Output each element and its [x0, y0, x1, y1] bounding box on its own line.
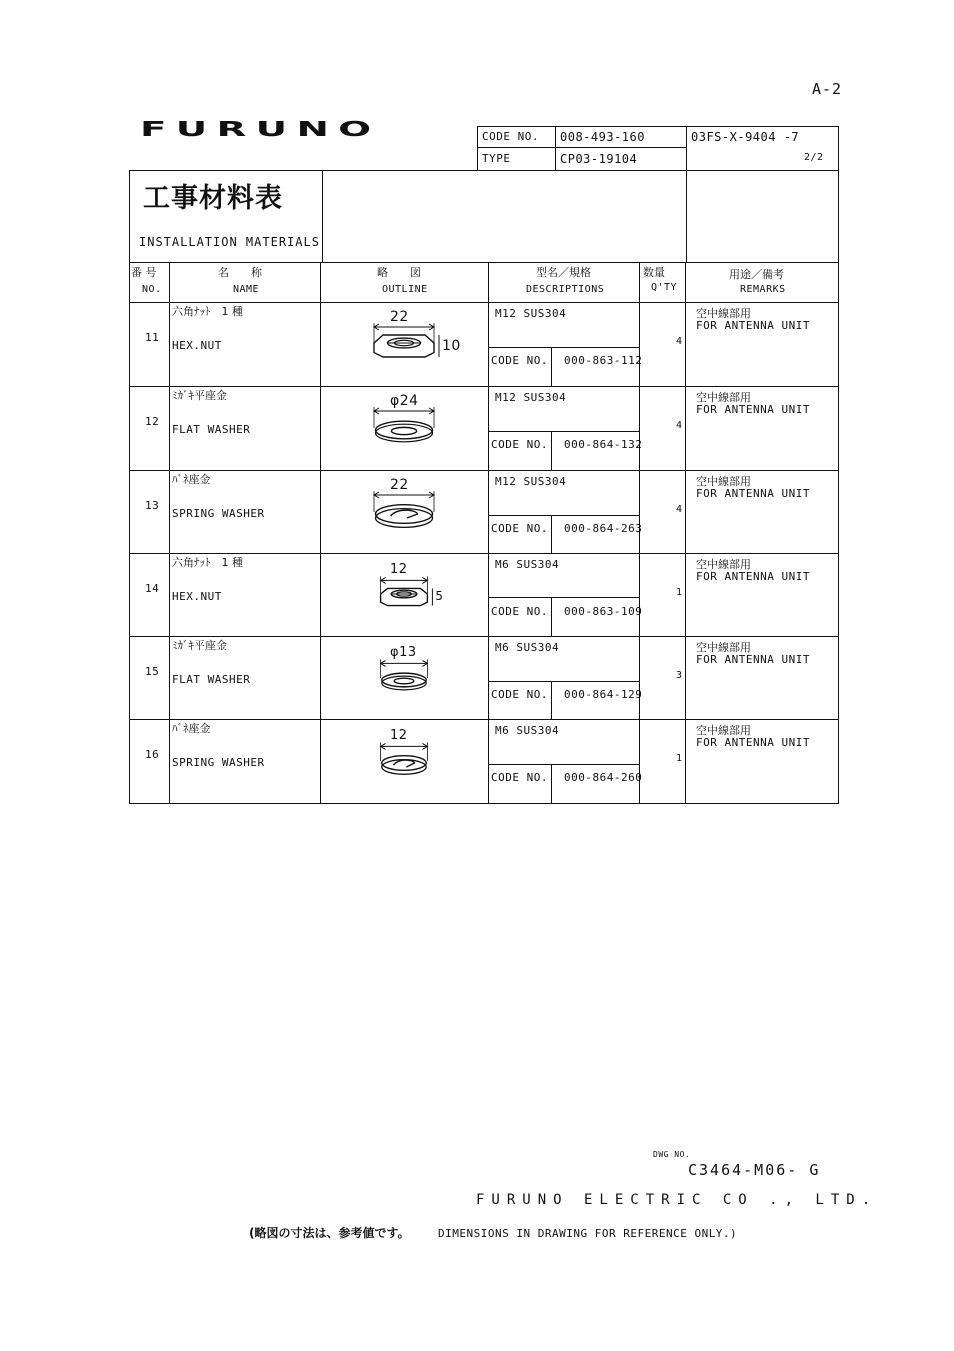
header-type-label: TYPE: [482, 152, 511, 165]
row-name-jp: ﾊﾞﾈ座金: [172, 722, 211, 735]
row-qty: 4: [676, 504, 683, 515]
row-name-en: SPRING WASHER: [172, 507, 265, 520]
page-title-en: INSTALLATION MATERIALS: [139, 235, 320, 249]
reference-note: [249, 1224, 737, 1241]
row-name-en: HEX.NUT: [172, 339, 222, 352]
row-qty: 3: [676, 670, 683, 681]
row-name-jp: 六角ﾅｯﾄ 1 種: [172, 305, 243, 318]
outline-dimension: 22: [390, 309, 409, 325]
row-code-no: 000-864-129: [564, 688, 643, 701]
row-description: M12 SUS304: [495, 391, 567, 404]
row-code-no: 000-863-112: [564, 354, 643, 367]
row-name-jp: ﾊﾞﾈ座金: [172, 473, 211, 486]
header-doc-ref: 03FS-X-9404 -7: [691, 130, 800, 144]
row-name-en: FLAT WASHER: [172, 673, 251, 686]
header-type-value: CP03-19104: [560, 152, 638, 166]
row-code-label: CODE NO.: [491, 354, 548, 367]
row-remarks-en: FOR ANTENNA UNIT: [696, 319, 810, 332]
col-desc-en: DESCRIPTIONS: [526, 284, 605, 295]
row-remarks-en: FOR ANTENNA UNIT: [696, 487, 810, 500]
col-name-en: NAME: [233, 284, 260, 295]
col-name-jp: 名 称: [218, 266, 262, 279]
row-description: M6 SUS304: [495, 724, 560, 737]
reference-note-en: DIMENSIONS IN DRAWING FOR REFERENCE ONLY.): [438, 1227, 738, 1240]
row-code-label: CODE NO.: [491, 771, 548, 784]
col-remarks-en: REMARKS: [740, 284, 786, 295]
row-description: M6 SUS304: [495, 641, 560, 654]
row-name-jp: ﾐｶﾞｷ平座金: [172, 639, 227, 652]
row-code-label: CODE NO.: [491, 522, 548, 535]
row-remarks-en: FOR ANTENNA UNIT: [696, 403, 810, 416]
row-remarks-jp: 空中線部用: [696, 475, 751, 488]
furuno-logo: FURUNO: [140, 117, 381, 141]
row-no: 16: [145, 748, 160, 761]
dwg-no: C3464-M06- G: [688, 1161, 821, 1179]
row-no: 15: [145, 665, 160, 678]
col-desc-jp: 型名／規格: [536, 266, 591, 279]
row-name-jp: 六角ﾅｯﾄ 1 種: [172, 556, 243, 569]
row-qty: 1: [676, 753, 683, 764]
outline-thickness: 5: [435, 589, 444, 603]
row-code-label: CODE NO.: [491, 688, 548, 701]
row-code-label: CODE NO.: [491, 605, 548, 618]
row-code-no: 000-864-263: [564, 522, 643, 535]
col-no-en: NO.: [142, 284, 162, 295]
page-id: A-2: [812, 80, 843, 98]
row-name-en: FLAT WASHER: [172, 423, 251, 436]
outline-thickness: 10: [442, 338, 461, 354]
outline-dimension: φ13: [390, 645, 417, 661]
row-remarks-jp: 空中線部用: [696, 391, 751, 404]
row-remarks-en: FOR ANTENNA UNIT: [696, 570, 810, 583]
row-name-en: HEX.NUT: [172, 590, 222, 603]
outline-dimension: φ24: [390, 393, 419, 409]
row-name-en: SPRING WASHER: [172, 756, 265, 769]
dwg-no-label: DWG NO.: [653, 1150, 691, 1159]
row-code-no: 000-864-132: [564, 438, 643, 451]
row-code-label: CODE NO.: [491, 438, 548, 451]
row-no: 11: [145, 331, 160, 344]
row-no: 13: [145, 499, 160, 512]
row-remarks-en: FOR ANTENNA UNIT: [696, 653, 810, 666]
row-qty: 1: [676, 587, 683, 598]
header-code-label: CODE NO.: [482, 130, 539, 143]
col-qty-en: Q'TY: [651, 282, 678, 293]
header-code-value: 008-493-160: [560, 130, 645, 144]
page-title-jp: 工事材料表: [143, 183, 283, 214]
row-description: M12 SUS304: [495, 475, 567, 488]
row-name-jp: ﾐｶﾞｷ平座金: [172, 389, 227, 402]
outline-dimension: 12: [390, 562, 408, 578]
col-outline-en: OUTLINE: [382, 284, 428, 295]
col-qty-jp: 数量: [643, 266, 665, 279]
row-code-no: 000-863-109: [564, 605, 643, 618]
reference-note-jp: (略図の寸法は、参考値です。: [249, 1226, 410, 1240]
row-code-no: 000-864-260: [564, 771, 643, 784]
row-description: M6 SUS304: [495, 558, 560, 571]
row-remarks-jp: 空中線部用: [696, 641, 751, 654]
row-qty: 4: [676, 420, 683, 431]
outline-dimension: 22: [390, 477, 409, 493]
col-remarks-jp: 用途／備考: [729, 268, 784, 281]
col-no-jp: 番 号: [131, 266, 157, 279]
row-remarks-jp: 空中線部用: [696, 724, 751, 737]
company-name: FURUNO ELECTRIC CO ., LTD.: [476, 1192, 878, 1208]
outline-dimension: 12: [390, 728, 408, 744]
row-remarks-jp: 空中線部用: [696, 307, 751, 320]
row-remarks-jp: 空中線部用: [696, 558, 751, 571]
col-outline-jp: 略 図: [377, 266, 421, 279]
header-page-count: 2/2: [804, 152, 824, 163]
row-remarks-en: FOR ANTENNA UNIT: [696, 736, 810, 749]
row-no: 14: [145, 582, 160, 595]
row-no: 12: [145, 415, 160, 428]
row-description: M12 SUS304: [495, 307, 567, 320]
row-qty: 4: [676, 336, 683, 347]
